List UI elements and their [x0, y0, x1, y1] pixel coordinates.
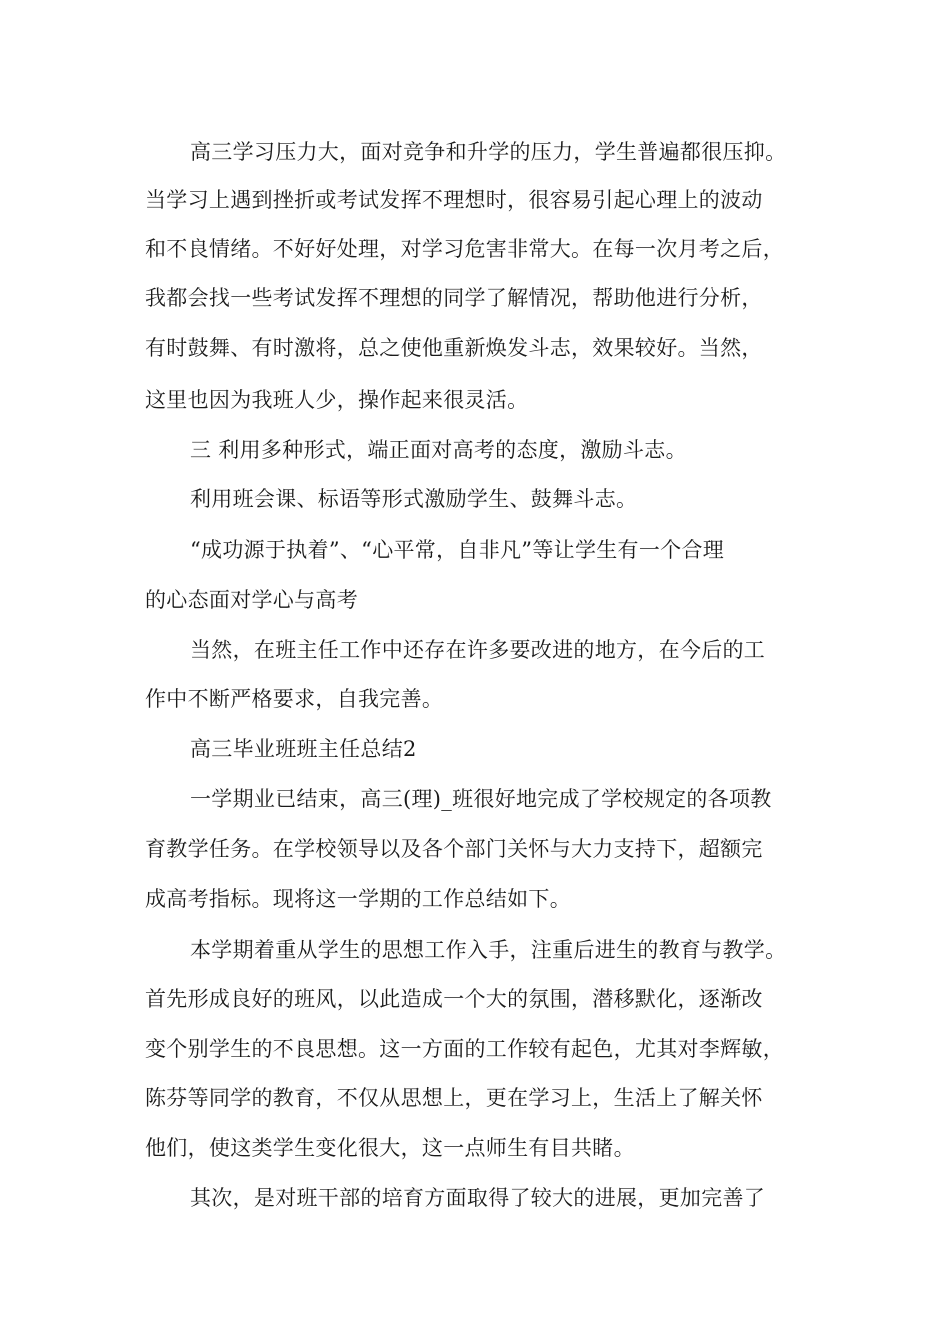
paragraph-line: 本学期着重从学生的思想工作入手，注重后进生的教育与教学。 [190, 938, 787, 962]
paragraph-line: 成高考指标。现将这一学期的工作总结如下。 [145, 887, 571, 911]
paragraph-line: 他们，使这类学生变化很大，这一点师生有目共睹。 [145, 1136, 635, 1160]
paragraph-line: 首先形成良好的班风，以此造成一个大的氛围，潜移默化，逐渐改 [145, 987, 763, 1011]
paragraph-line: 育教学任务。在学校领导以及各个部门关怀与大力支持下，超额完 [145, 837, 763, 861]
paragraph-line: 作中不断严格要求，自我完善。 [145, 687, 444, 711]
paragraph-line: 的心态面对学心与高考 [145, 588, 358, 612]
paragraph-line: 高三学习压力大，面对竞争和升学的压力，学生普遍都很压抑。 [190, 140, 787, 164]
paragraph-line: 当学习上遇到挫折或考试发挥不理想时，很容易引起心理上的波动 [145, 188, 763, 212]
paragraph-line: 当然，在班主任工作中还存在许多要改进的地方，在今后的工 [190, 638, 766, 662]
paragraph-line: 有时鼓舞、有时激将，总之使他重新焕发斗志，效果较好。当然， [145, 336, 763, 360]
paragraph-line: 我都会找一些考试发挥不理想的同学了解情况，帮助他进行分析， [145, 286, 763, 310]
paragraph-line: 其次，是对班干部的培育方面取得了较大的进展，更加完善了 [190, 1186, 766, 1210]
section-heading: 三 利用多种形式，端正面对高考的态度，激励斗志。 [190, 438, 687, 462]
paragraph-line: 这里也因为我班人少，操作起来很灵活。 [145, 388, 529, 412]
paragraph-line: 变个别学生的不良思想。这一方面的工作较有起色，尤其对李辉敏， [145, 1037, 784, 1061]
paragraph-line: 利用班会课、标语等形式激励学生、鼓舞斗志。 [190, 487, 638, 511]
paragraph-line: 一学期业已结束，高三(理)_班很好地完成了学校规定的各项教 [190, 787, 772, 811]
paragraph-line: 陈芬等同学的教育，不仅从思想上，更在学习上，生活上了解关怀 [145, 1086, 763, 1110]
document-title: 高三毕业班班主任总结2 [190, 737, 417, 761]
quote-line: “成功源于执着”、“心平常，自非凡”等让学生有一个合理 [190, 538, 725, 562]
paragraph-line: 和不良情绪。不好好处理，对学习危害非常大。在每一次月考之后， [145, 237, 784, 261]
